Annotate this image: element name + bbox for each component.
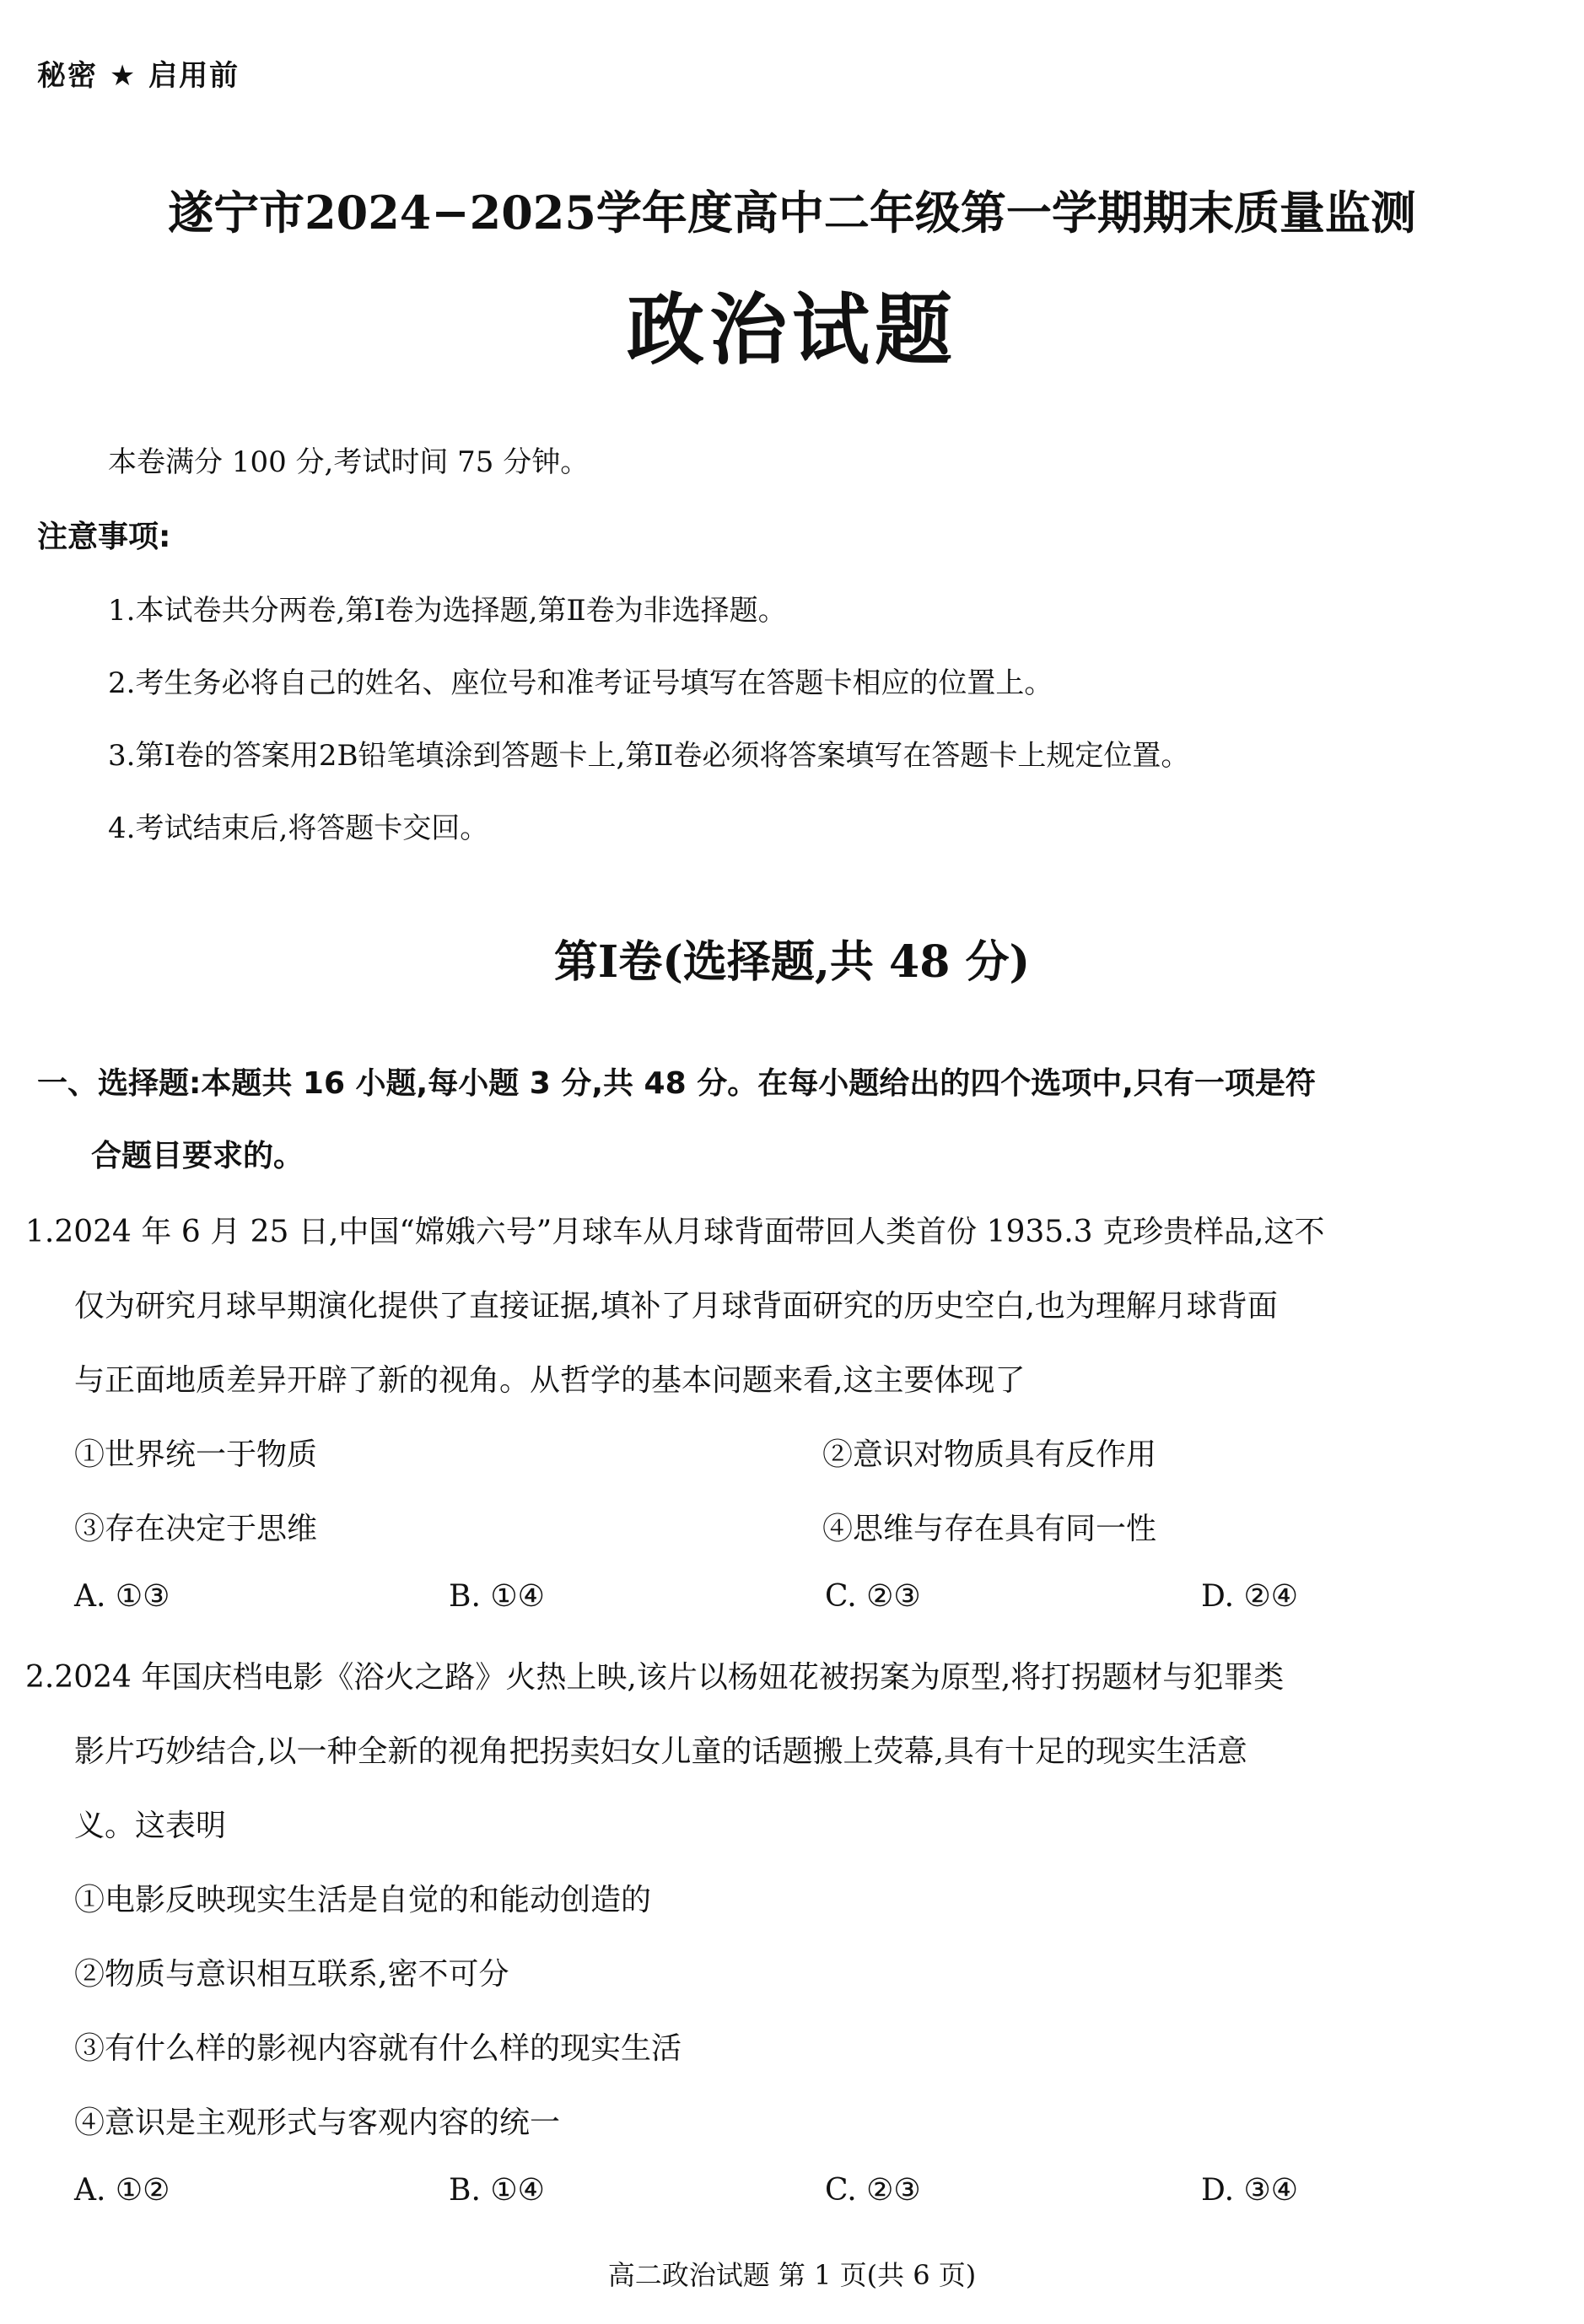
note-item: 1.本试卷共分两卷,第Ⅰ卷为选择题,第Ⅱ卷为非选择题。 <box>108 594 787 628</box>
question-1-stem: 1.2024 年 6 月 25 日,中国“嫦娥六号”月球车从月球背面带回人类首份 1935.3 克珍贵样品,这不 <box>25 1215 1325 1249</box>
question-1-statement: ②意识对物质具有反作用 <box>822 1437 1157 1472</box>
subject-title: 政治试题 <box>626 284 957 375</box>
exam-title: 遂宁市2024−2025学年度高中二年级第一学期期末质量监测 <box>168 186 1416 240</box>
notes-heading: 注意事项: <box>37 520 171 554</box>
section-instruction-cont: 合题目要求的。 <box>91 1139 304 1173</box>
question-2-choice-c[interactable]: C. ②③ <box>825 2173 921 2208</box>
section-instruction: 一、选择题:本题共 16 小题,每小题 3 分,共 48 分。在每小题给出的四个选项中,只有一项是符 <box>37 1066 1316 1101</box>
question-1-choice-c[interactable]: C. ②③ <box>825 1579 921 1614</box>
question-2-statement: ①电影反映现实生活是自觉的和能动创造的 <box>74 1883 652 1917</box>
confidential-label: 秘密 ★ 启用前 <box>37 59 240 93</box>
question-1-statement: ④思维与存在具有同一性 <box>822 1512 1157 1546</box>
page-footer: 高二政治试题 第 1 页(共 6 页) <box>607 2259 977 2291</box>
note-item: 3.第Ⅰ卷的答案用2B铅笔填涂到答题卡上,第Ⅱ卷必须将答案填写在答题卡上规定位置。 <box>108 739 1190 773</box>
question-1-statement: ③存在决定于思维 <box>74 1512 318 1546</box>
question-2-statement: ③有什么样的影视内容就有什么样的现实生活 <box>74 2031 682 2066</box>
question-2-stem: 义。这表明 <box>74 1809 227 1843</box>
question-1-stem: 与正面地质差异开辟了新的视角。从哲学的基本问题来看,这主要体现了 <box>74 1363 1026 1398</box>
question-2-statement: ④意识是主观形式与客观内容的统一 <box>74 2106 561 2140</box>
question-2-choice-b[interactable]: B. ①④ <box>449 2173 545 2208</box>
section-heading: 第Ⅰ卷(选择题,共 48 分) <box>553 936 1031 988</box>
question-1-stem: 仅为研究月球早期演化提供了直接证据,填补了月球背面研究的历史空白,也为理解月球背面 <box>74 1289 1278 1324</box>
note-item: 2.考生务必将自己的姓名、座位号和准考证号填写在答题卡相应的位置上。 <box>108 666 1053 700</box>
question-1-choice-a[interactable]: A. ①③ <box>74 1579 170 1614</box>
exam-info: 本卷满分 100 分,考试时间 75 分钟。 <box>108 445 590 479</box>
question-2-stem: 影片巧妙结合,以一种全新的视角把拐卖妇女儿童的话题搬上荧幕,具有十足的现实生活意 <box>74 1734 1247 1769</box>
question-2-stem: 2.2024 年国庆档电影《浴火之路》火热上映,该片以杨妞花被拐案为原型,将打拐题材与犯罪类 <box>25 1660 1285 1695</box>
question-1-choice-d[interactable]: D. ②④ <box>1201 1579 1299 1614</box>
question-2-choice-a[interactable]: A. ①② <box>74 2173 170 2208</box>
note-item: 4.考试结束后,将答题卡交回。 <box>108 812 489 845</box>
question-1-choice-b[interactable]: B. ①④ <box>449 1579 545 1614</box>
question-1-statement: ①世界统一于物质 <box>74 1437 318 1472</box>
question-2-choice-d[interactable]: D. ③④ <box>1201 2173 1299 2208</box>
question-2-statement: ②物质与意识相互联系,密不可分 <box>74 1957 509 1992</box>
